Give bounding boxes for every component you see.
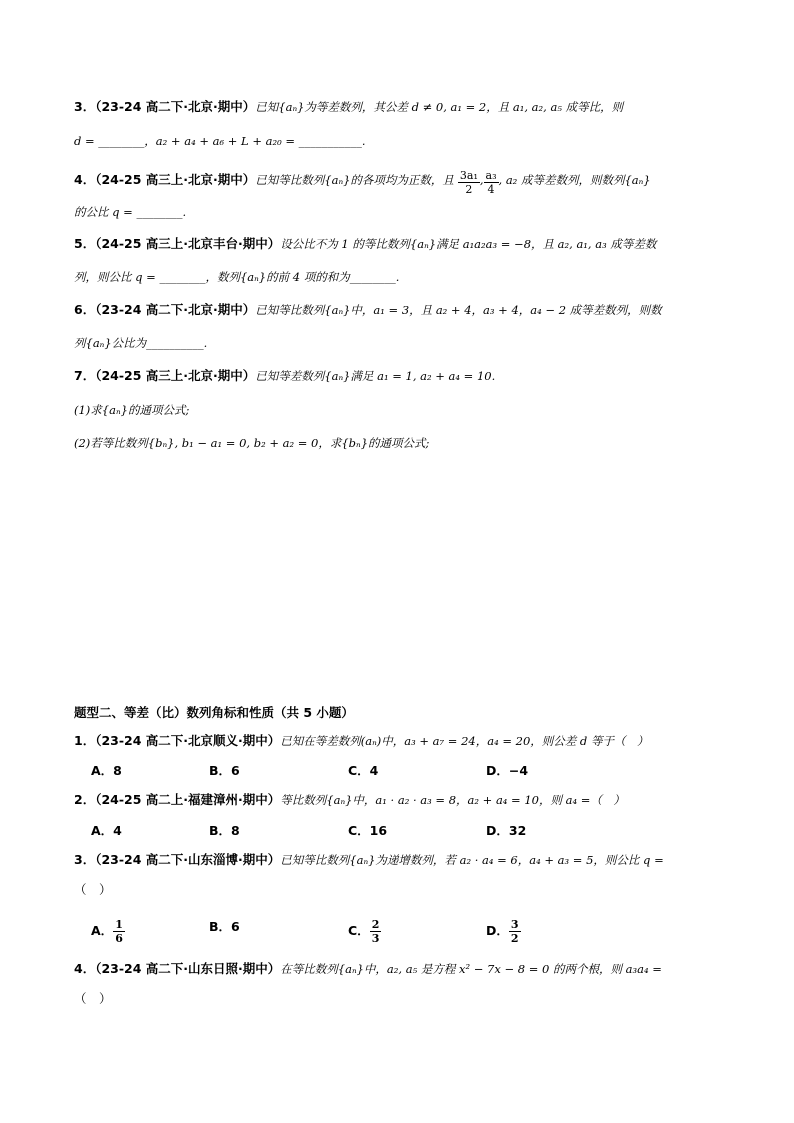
fraction-denominator: 3 — [371, 932, 380, 945]
fraction-denominator: 6 — [115, 932, 123, 945]
fraction-denominator: 4 — [487, 183, 495, 196]
fraction-numerator: 1 — [115, 918, 123, 931]
fraction — [484, 169, 499, 196]
choice-d[interactable]: D．−4 — [486, 763, 529, 778]
mc-question-1 — [74, 732, 648, 750]
question-text: 设公比不为 1 的等比数列{aₙ}满足 a₁a₂a₃ = −8，且 a₂, a₁, a₃ 成等差数 — [280, 237, 657, 251]
mc-question-3 — [74, 851, 664, 869]
question-text: 已知等比数列{aₙ}的各项均为正数，且 — [255, 173, 454, 187]
question-text: 已知{aₙ}为等差数列，其公差 d ≠ 0, a₁ = 2，且 a₁, a₂, a₅ 成等比，则 — [255, 100, 624, 114]
question-number: 3． — [74, 852, 96, 867]
section-heading: 题型二、等差（比）数列角标和性质（共 5 小题） — [74, 705, 354, 720]
choice-c[interactable]: C．4 — [348, 763, 379, 778]
question-source: （23-24 高二下·山东淄博·期中） — [95, 852, 281, 867]
question-text: 列{aₙ}公比为__________. — [74, 336, 208, 350]
fraction-numerator: 3 — [510, 918, 519, 931]
answer-paren: （ ） — [74, 882, 112, 897]
question-text: 已知在等差数列(aₙ)中，a₃ + a₇ = 24，a₄ = 20，则公差 d 等于（ ） — [280, 734, 649, 748]
question-text: 列，则公比 q = ________，数列{aₙ}的前 4 项的和为________. — [74, 270, 400, 284]
question-number: 5． — [74, 236, 96, 251]
question-text: d = ________，a₂ + a₄ + a₆ + L + a₂₀ = ___________. — [74, 134, 366, 148]
choice-a[interactable]: A．8 — [91, 763, 122, 778]
question-number: 2． — [74, 792, 96, 807]
choice-c[interactable]: C．16 — [348, 823, 388, 838]
question-5 — [74, 235, 656, 253]
question-3-line-2 — [74, 132, 366, 150]
question-5-line-2 — [74, 268, 399, 286]
choice-d[interactable]: D．32 — [486, 823, 527, 838]
fraction — [458, 169, 480, 196]
mc-question-4 — [74, 960, 662, 978]
question-number: 4． — [74, 961, 96, 976]
question-6 — [74, 301, 662, 319]
question-subpart: (1)求{aₙ}的通项公式; — [74, 403, 190, 417]
choice-a[interactable]: A．4 — [91, 823, 122, 838]
choice-b[interactable]: B．8 — [209, 823, 240, 838]
question-source: （24-25 高三上·北京丰台·期中） — [95, 236, 281, 251]
question-text: , a₂ 成等差数列，则数列{aₙ} — [498, 173, 651, 187]
question-number: 6． — [74, 302, 96, 317]
question-source: （24-25 高三上·北京·期中） — [95, 368, 256, 383]
question-subpart: (2)若等比数列{bₙ}, b₁ − a₁ = 0, b₂ + a₂ = 0，求{bₙ}的通项公式; — [74, 436, 430, 450]
question-7-part-2 — [74, 434, 429, 452]
question-number: 4． — [74, 172, 96, 187]
question-4: 4．（24-25 高三上·北京·期中）已知等比数列{aₙ}的各项均为正数，且 $\frac{\text{3a₁}}{2}$ , $\frac{\text{a₃}}{4}$ , a₂ 成等差数列，则数列{aₙ} — [74, 169, 651, 196]
question-source: （24-25 高三上·北京·期中） — [95, 172, 256, 187]
question-source: （23-24 高二下·北京·期中） — [95, 302, 256, 317]
choice-label: A． — [91, 923, 114, 938]
question-source: （23-24 高二下·山东日照·期中） — [95, 961, 281, 976]
answer-paren: （ ） — [74, 991, 112, 1006]
fraction — [370, 918, 382, 945]
question-4-line-2 — [74, 203, 186, 221]
question-text: 等比数列{aₙ}中，a₁ · a₂ · a₃ = 8，a₂ + a₄ = 10，则 a₄ =（ ） — [280, 793, 625, 807]
fraction-denominator: 2 — [510, 932, 519, 945]
question-6-line-2 — [74, 334, 207, 352]
question-source: （23-24 高二下·北京·期中） — [95, 99, 256, 114]
question-number: 3． — [74, 99, 96, 114]
choice-label: B．6 — [209, 919, 240, 934]
choice-label: D． — [486, 923, 509, 938]
choice-b[interactable]: B．6 — [209, 763, 240, 778]
question-text: 已知等差数列{aₙ}满足 a₁ = 1, a₂ + a₄ = 10. — [255, 369, 496, 383]
question-source: （23-24 高二下·北京顺义·期中） — [95, 733, 281, 748]
choice-b[interactable] — [209, 918, 240, 936]
fraction-numerator: 2 — [371, 918, 380, 931]
mc-question-2 — [74, 791, 625, 809]
question-text: 在等比数列{aₙ}中，a₂, a₅ 是方程 x² − 7x − 8 = 0 的两个根，则 a₃a₄ = — [280, 962, 662, 976]
fraction — [113, 918, 125, 945]
choice-a[interactable] — [91, 918, 125, 945]
question-text: 的公比 q = ________. — [74, 205, 187, 219]
question-number: 1． — [74, 733, 96, 748]
question-number: 7． — [74, 368, 96, 383]
choice-label: C． — [348, 923, 370, 938]
fraction-numerator: a₃ — [485, 169, 497, 182]
choice-d[interactable] — [486, 918, 521, 945]
question-7 — [74, 367, 495, 385]
fraction-numerator: 3a₁ — [459, 169, 478, 182]
question-text: 已知等比数列{aₙ}为递增数列，若 a₂ · a₄ = 6，a₄ + a₃ = 5，则公比 q = — [280, 853, 664, 867]
choice-c[interactable] — [348, 918, 381, 945]
fraction — [509, 918, 521, 945]
question-7-part-1 — [74, 401, 189, 419]
question-text: 已知等比数列{aₙ}中，a₁ = 3，且 a₂ + 4，a₃ + 4，a₄ − 2 成等差数列，则数 — [255, 303, 662, 317]
fraction-denominator: 2 — [465, 183, 473, 196]
question-source: （24-25 高二上·福建漳州·期中） — [95, 792, 281, 807]
question-3 — [74, 98, 623, 116]
